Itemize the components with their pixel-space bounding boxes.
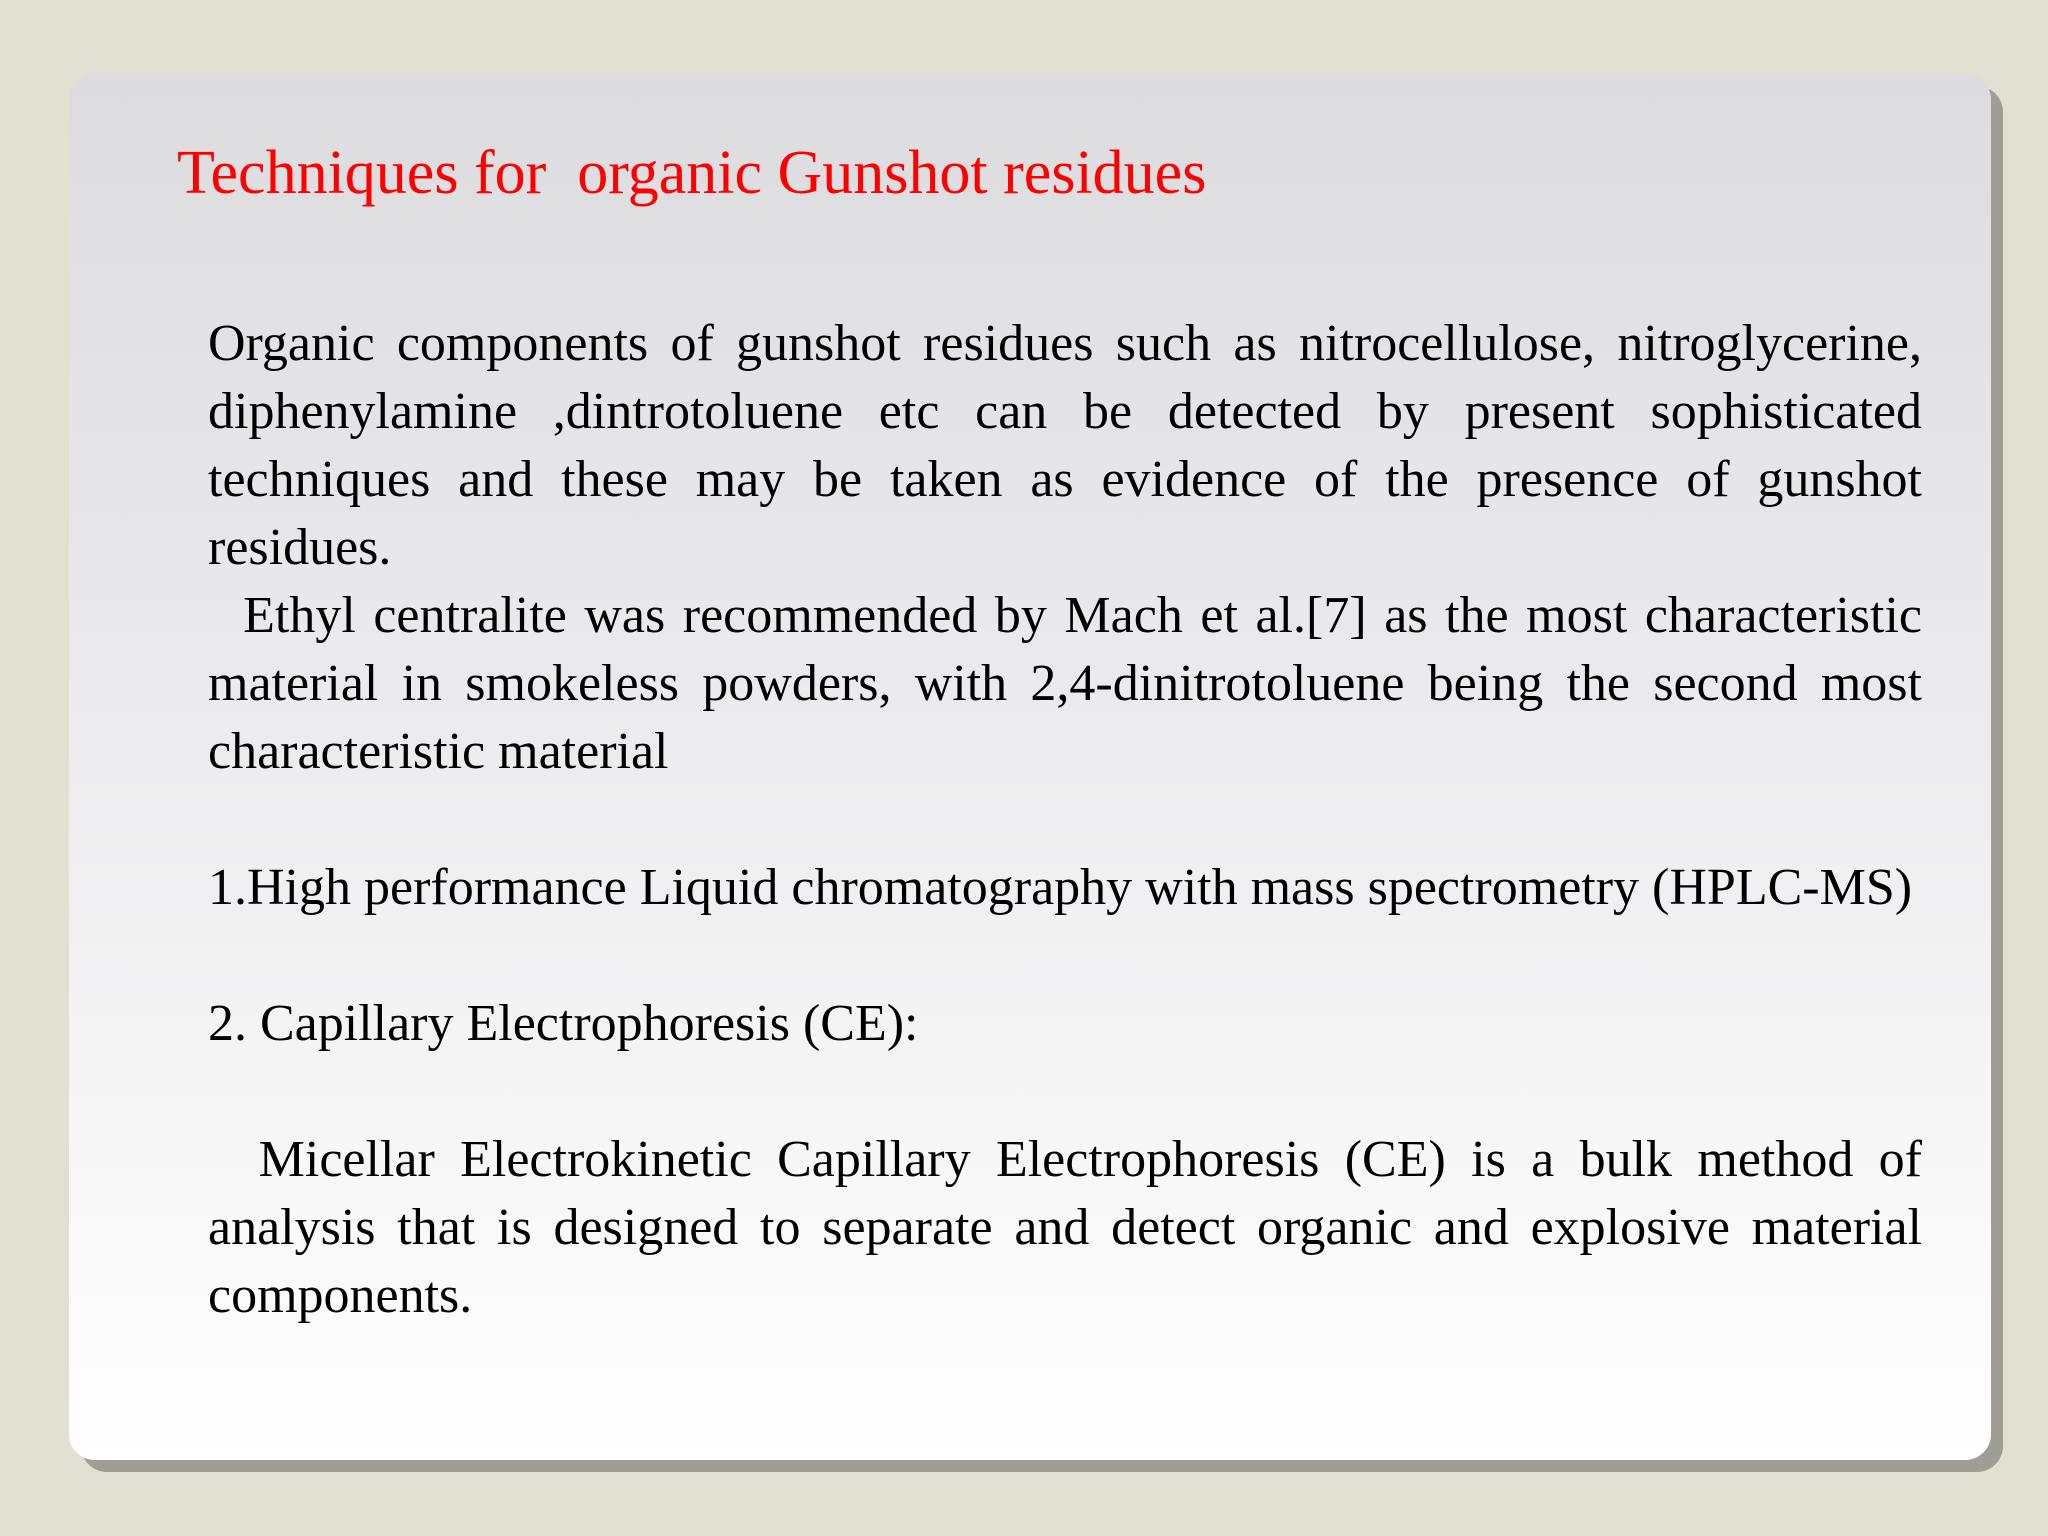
paragraph-micellar-ce: Micellar Electrokinetic Capillary Electrophoresis (CE) is a bulk method of analysis that is designed to separate and detect organic and explosive material components.	[208, 1131, 1935, 1324]
slide-title: Techniques for organic Gunshot residues	[177, 139, 1207, 207]
technique-capillary-electrophoresis: 2. Capillary Electrophoresis (CE):	[208, 995, 919, 1052]
spacer	[208, 786, 1922, 854]
slide-card	[69, 74, 1991, 1460]
paragraph-ethyl-centralite: Ethyl centralite was recommended by Mach et al.[7] as the most characteristic material in smokeless powders, with 2,4-dinitrotoluene being the second most characteristic material	[208, 587, 1935, 780]
spacer	[208, 922, 1922, 990]
spacer	[208, 1058, 1922, 1126]
slide-body	[208, 310, 1935, 1330]
technique-hplc-ms: 1.High performance Liquid chromatography with mass spectrometry (HPLC-MS)	[208, 859, 1913, 916]
paragraph-organic-components: Organic components of gunshot residues such as nitrocellulose, nitroglycerine, diphenylamine ,dintrotoluene etc can be detected by present sophisticated techniques and these may be taken as evidence of the presence of gunshot residues.	[208, 315, 1935, 576]
